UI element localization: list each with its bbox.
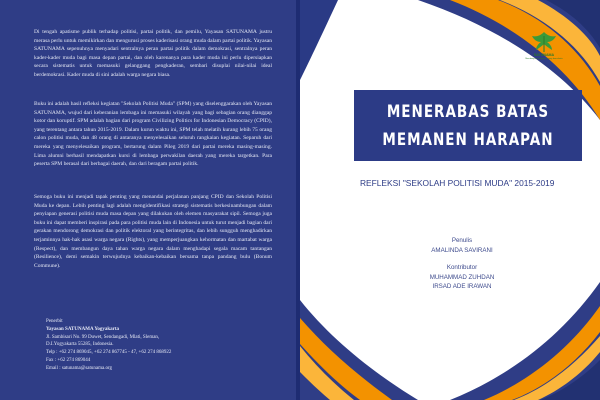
back-cover-paragraph-1: Di tengah apatisme publik terhadap politisi, partai politik, dan pemilu, Yayasan SATUNAMA justru merasa perlu untuk memikirkan dan mengurusi proses kaderisasi orang muda dalam partai politik. Yayasan SATUNAMA sepenuhnya menyadari sentralnya peran partai politik dalam demokrasi, sentralnya peran kader-kader muda bagi masa depan partai, dan oleh karenanya para kader muda ini perlu dipersiapkan secara sistematis untuk memasuki gelanggang pengkaderan, sembari disuplai nilai-nilai ideal berdemokrasi. Kader muda di sini adalah warga negara biasa. bbox=[34, 29, 272, 78]
back-cover bbox=[0, 0, 296, 400]
front-cover bbox=[300, 0, 600, 400]
back-cover-paragraph-2: Buku ini adalah hasil refleksi kegiatan "Sekolah Politisi Muda" (SPM) yang diselenggarakan oleh Yayasan SATUNAMA, wujud dari keberanian lembaga ini memasuki wilayah yang bagi sebagian orang dianggap kotor dan koruptif. SPM adalah bagian dari program Civilizing Politics for Indonesian Democracy (CPID), yang terentang antara tahun 2015-2019. Dalam kurun waktu ini, SPM telah melatih kurang lebih 75 orang calon politisi muda, dan 48 orang di antaranya menyelesaikan seluruh rangkaian kegiatan. Separuh dari mereka yang menyelesaikan program, bertarung dalam Pileg 2019 dari partai mereka masing-masing. Lima alumni berhasil mendapatkan kursi di lembaga perwakilan daerah yang mereka targetkan. Para peserta SPM berasal dari berbagai daerah, dan dari beragam partai politik. bbox=[34, 101, 272, 168]
publisher-info bbox=[46, 318, 246, 373]
publisher-address-2: D.I.Yogyakarta 55285, Indonesia. bbox=[46, 342, 114, 348]
publisher-label: Penerbit bbox=[46, 319, 63, 324]
author-name: AMALINDA SAVIRANI bbox=[431, 246, 493, 254]
contributor-label: Kontributor bbox=[446, 264, 478, 272]
credits bbox=[396, 236, 528, 292]
publisher-name: Yayasan SATUNAMA Yogyakarta bbox=[46, 326, 120, 332]
title-box bbox=[354, 90, 582, 161]
author-label: Penulis bbox=[451, 237, 473, 244]
publisher-phone: Telp : +62 274 869045, +62 274 867745 - 47, +62 274 868922 bbox=[46, 350, 172, 356]
cover-wave-decoration bbox=[300, 0, 600, 400]
publisher-email: Email : satunama@satunama.org bbox=[46, 365, 113, 371]
publisher-fax: Fax : +62 274 869044 bbox=[46, 357, 91, 363]
back-cover-paragraph-3: Semoga buku ini menjadi tapak penting yang menandai perjalanan panjang CPID dan Sekolah Politisi Muda ke depan. Lebih penting lagi adalah mengidentifikasi strategi sistematis berkesinambungan dalam penyiapan generasi politisi muda masa depan yang dilakukan oleh elemen masyarakat sipil. Semoga juga buku ini dapat memberi inspirasi pada para politisi muda lain di Indonesia untuk turut menjadi bagian dari gerakan mendorong demokrasi dan politik elektoral yang berintegritas, dan lebih sungguh menghadirkan terjaminnya hak-hak asasi warga negara (Rights), yang memperjuangkan kehormatan dan martabat warga (Respect), dan membangun daya tahan warga negara dalam menghadapi segala macam tantangan (Resilience), demi semakin terwujudnya kebaikan-kebaikan bersama tanpa pandang bulu (Bonum Commune). bbox=[34, 194, 272, 269]
satunama-logo-icon bbox=[530, 30, 558, 54]
book-title-line-1: MENERABAS BATAS bbox=[386, 102, 550, 121]
contributor-name: IRSAD ADE IRAWAN bbox=[432, 283, 492, 291]
logo-tagline: Membangun masyarakat yang demokratis bbox=[525, 58, 563, 60]
contributor-name: MUHAMMAD ZUHDAN bbox=[429, 273, 495, 281]
logo-name: SATUNAMA bbox=[533, 53, 555, 57]
book-title-line-2: MEMANEN HARAPAN bbox=[382, 130, 554, 149]
publisher-address-1: Jl. Sambisari No. 99 Duwet, Sendangadi, Mlati, Sleman, bbox=[46, 334, 160, 340]
book-subtitle: REFLEKSI "SEKOLAH POLITISI MUDA" 2015-2019 bbox=[360, 178, 555, 188]
